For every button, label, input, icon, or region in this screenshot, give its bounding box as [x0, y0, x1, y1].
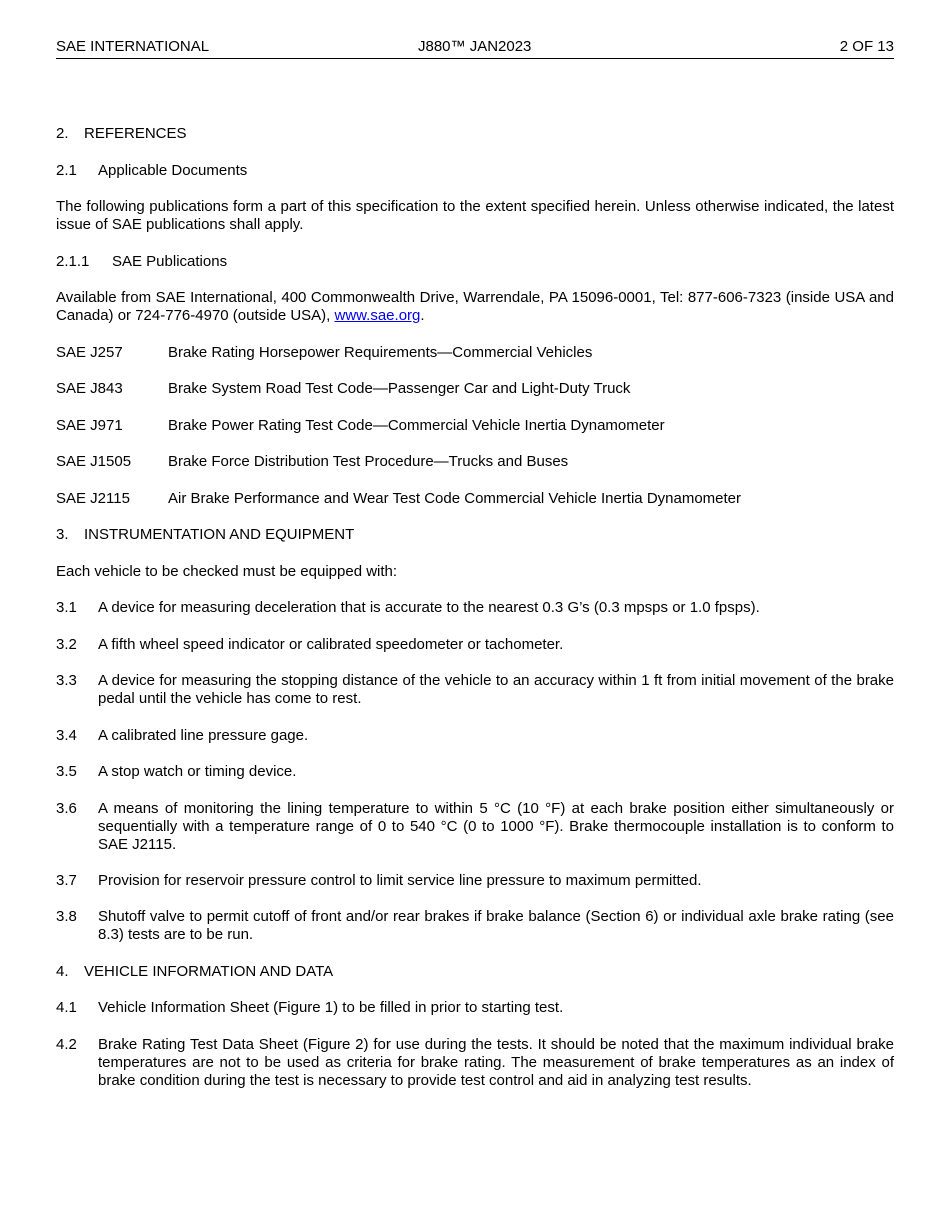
reference-code: SAE J2115	[56, 490, 130, 507]
list-item	[56, 872, 894, 890]
item-number: 4.2	[56, 1036, 77, 1053]
item-number: 3.6	[56, 800, 77, 817]
reference-item	[56, 453, 894, 471]
section-number: 2.1.1	[56, 253, 90, 270]
section-2-1-1-heading	[56, 253, 894, 271]
section-2-1-paragraph: The following publications form a part of this specification to the extent specified herein. Unless otherwise indicated, the latest issue of SAE publications shall apply.	[56, 198, 894, 233]
reference-title: Brake Rating Horsepower Requirements—Commercial Vehicles	[168, 344, 593, 361]
reference-title: Brake Power Rating Test Code—Commercial Vehicle Inertia Dynamometer	[168, 417, 665, 434]
section-title: Applicable Documents	[98, 162, 248, 179]
item-text: A fifth wheel speed indicator or calibrated speedometer or tachometer.	[98, 636, 564, 653]
item-text: Provision for reservoir pressure control to limit service line pressure to maximum permitted.	[98, 872, 702, 889]
item-text: Shutoff valve to permit cutoff of front and/or rear brakes if brake balance (Section 6) or individual axle brake rating (see 8.3) tests are to be run.	[98, 908, 894, 943]
item-number: 3.3	[56, 672, 77, 689]
section-2-heading	[56, 125, 894, 143]
header-organization: SAE INTERNATIONAL	[56, 38, 210, 55]
list-item	[56, 763, 894, 781]
section-number: 2.	[56, 125, 69, 142]
section-2-1-1-paragraph	[56, 289, 894, 325]
reference-item	[56, 344, 894, 362]
list-item	[56, 1036, 894, 1090]
sae-website-link[interactable]: www.sae.org	[334, 307, 421, 324]
header-page-number: 2 OF 13	[839, 38, 894, 55]
reference-code: SAE J843	[56, 380, 123, 397]
section-title: REFERENCES	[84, 125, 187, 142]
section-number: 2.1	[56, 162, 77, 179]
item-text: Vehicle Information Sheet (Figure 1) to be filled in prior to starting test.	[98, 999, 564, 1016]
section-4-heading	[56, 963, 894, 981]
item-text: Brake Rating Test Data Sheet (Figure 2) for use during the tests. It should be noted that the maximum individual brake temperatures are not to be used as criteria for brake rating. The measurement of brake temperatures as an index of brake condition during the test is necessary to provide test control and aid in analyzing test results.	[98, 1036, 894, 1089]
reference-item	[56, 380, 894, 398]
reference-title: Brake System Road Test Code—Passenger Car and Light-Duty Truck	[168, 380, 631, 397]
list-item	[56, 599, 894, 617]
item-number: 3.7	[56, 872, 77, 889]
item-text: A calibrated line pressure gage.	[98, 727, 309, 744]
section-title: INSTRUMENTATION AND EQUIPMENT	[84, 526, 355, 543]
list-item	[56, 999, 894, 1017]
availability-text-end: .	[420, 307, 425, 324]
section-number: 3.	[56, 526, 69, 543]
list-item	[56, 727, 894, 745]
reference-title: Brake Force Distribution Test Procedure—Trucks and Buses	[168, 453, 569, 470]
reference-code: SAE J257	[56, 344, 123, 361]
list-item	[56, 672, 894, 708]
reference-item	[56, 417, 894, 435]
item-number: 3.1	[56, 599, 77, 616]
section-title: VEHICLE INFORMATION AND DATA	[84, 963, 334, 980]
reference-code: SAE J971	[56, 417, 123, 434]
item-number: 3.8	[56, 908, 77, 925]
item-number: 4.1	[56, 999, 77, 1016]
reference-code: SAE J1505	[56, 453, 132, 470]
list-item	[56, 800, 894, 854]
section-title: SAE Publications	[112, 253, 228, 270]
list-item	[56, 636, 894, 654]
page-header	[56, 38, 894, 59]
header-document-id: J880™ JAN2023	[418, 38, 532, 55]
item-text: A stop watch or timing device.	[98, 763, 297, 780]
item-number: 3.4	[56, 727, 77, 744]
item-number: 3.2	[56, 636, 77, 653]
reference-title: Air Brake Performance and Wear Test Code Commercial Vehicle Inertia Dynamometer	[168, 490, 742, 507]
section-3-intro: Each vehicle to be checked must be equipped with:	[56, 563, 398, 580]
section-3-heading	[56, 526, 894, 544]
reference-item	[56, 490, 894, 508]
section-2-1-heading	[56, 162, 894, 180]
availability-text: Available from SAE International, 400 Commonwealth Drive, Warrendale, PA 15096-0001, Tel: 877-606-7323 (inside USA and Canada) or 724-776-4970 (outside USA),	[56, 289, 894, 324]
item-text: A device for measuring the stopping distance of the vehicle to an accuracy within 1 ft from initial movement of the brake pedal until the vehicle has come to rest.	[98, 672, 894, 707]
item-text: A device for measuring deceleration that is accurate to the nearest 0.3 G’s (0.3 mpsps or 1.0 fpsps).	[98, 599, 760, 616]
list-item	[56, 908, 894, 944]
section-number: 4.	[56, 963, 69, 980]
item-text: A means of monitoring the lining temperature to within 5 °C (10 °F) at each brake position either simultaneously or sequentially with a temperature range of 0 to 540 °C (0 to 1000 °F). Brake thermocouple installation is to conform to SAE J2115.	[98, 800, 894, 853]
item-number: 3.5	[56, 763, 77, 780]
